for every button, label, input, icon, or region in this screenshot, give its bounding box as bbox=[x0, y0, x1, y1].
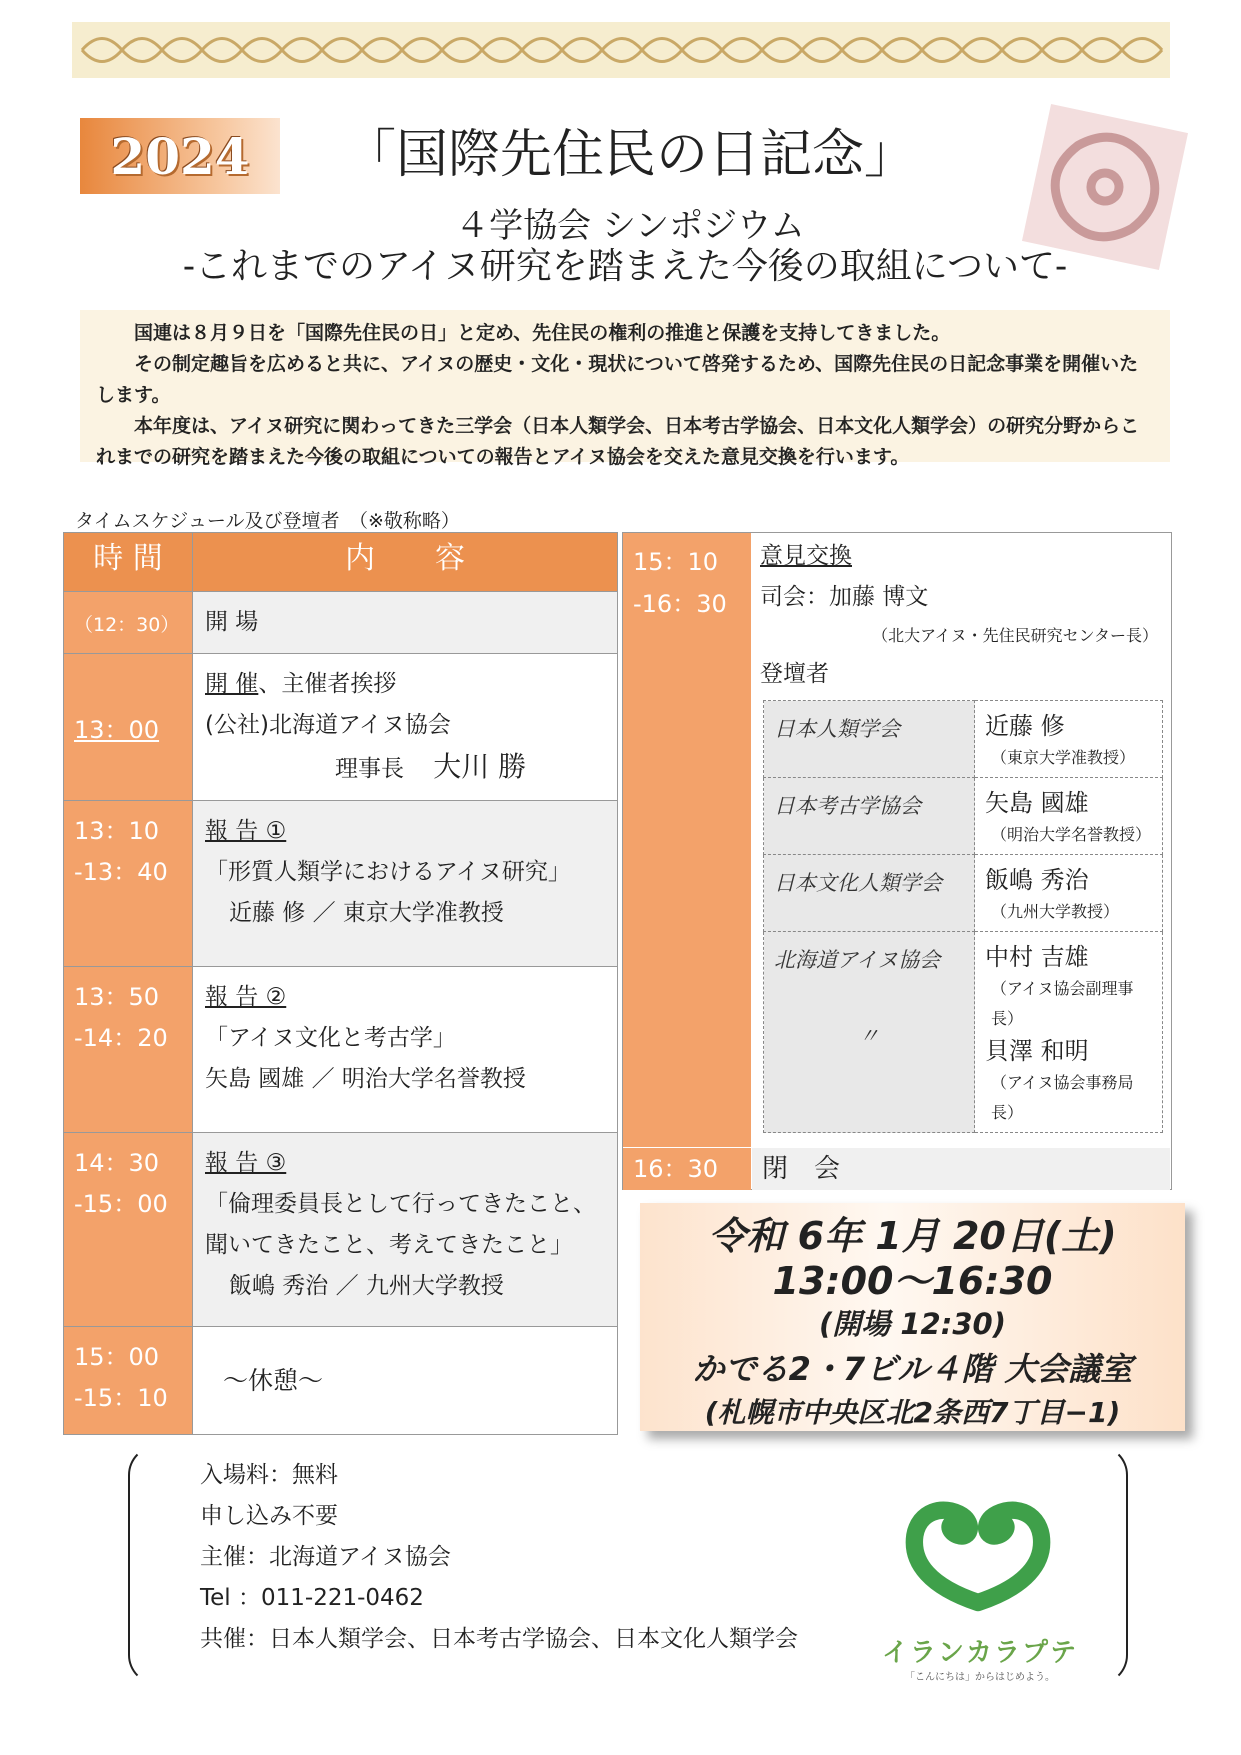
page-title: 「国際先住民の日記念」 bbox=[343, 125, 916, 185]
table-row bbox=[64, 801, 618, 967]
subtitle: ４学協会 シンポジウム bbox=[455, 206, 805, 246]
table-row bbox=[764, 855, 1163, 932]
table-row bbox=[64, 1133, 618, 1327]
panelist-name: 中村 吉雄 bbox=[985, 943, 1089, 971]
panel-table bbox=[763, 700, 1163, 1133]
row-text: 聞いてきたこと、考えてきたこと」 bbox=[205, 1232, 573, 1258]
row-time: （12：30） bbox=[74, 614, 180, 636]
row-time: 13：10 bbox=[74, 817, 160, 845]
intro-paragraph: 本年度は、アイヌ研究に関わってきた三学会（日本人類学会、日本考古学協会、日本文化人類学会）の研究分野からこれまでの研究を踏まえた今後の取組についての報告とアイヌ協会を交えた意見交換を行います。 bbox=[96, 415, 1140, 468]
discussion-time bbox=[623, 533, 751, 1147]
panelist-affiliation: （アイヌ協会副理事長） bbox=[991, 979, 1134, 1028]
discussion-title: 意見交換 bbox=[760, 543, 852, 569]
info-list bbox=[200, 1455, 798, 1660]
society: 北海道アイヌ協会 bbox=[774, 948, 941, 972]
moderator: 司会：加藤 博文 bbox=[760, 584, 929, 610]
table-row bbox=[764, 778, 1163, 855]
row-text: ～休憩～ bbox=[223, 1366, 324, 1395]
info-apply: 申し込み不要 bbox=[200, 1503, 338, 1529]
event-time: 13:00～16:30 bbox=[772, 1259, 1053, 1303]
event-open-time: (開場 12:30) bbox=[819, 1307, 1006, 1341]
row-text: 報 告 ② bbox=[205, 984, 287, 1010]
row-time: 14：30 bbox=[74, 1149, 160, 1177]
society: 日本人類学会 bbox=[764, 701, 975, 778]
society: 日本考古学協会 bbox=[764, 778, 975, 855]
row-time: -15：00 bbox=[74, 1190, 168, 1218]
row-text: 開 催 bbox=[205, 671, 259, 697]
discussion-content bbox=[760, 536, 1170, 695]
row-text: 「倫理委員長として行ってきたこと、 bbox=[205, 1191, 596, 1217]
logo-tagline: 「こんにちは」からはじめよう。 bbox=[905, 1672, 1055, 1683]
row-text: 、主催者挨拶 bbox=[258, 671, 397, 697]
ainu-pattern-icon bbox=[1016, 98, 1194, 276]
intro-paragraph: その制定趣旨を広めると共に、アイヌの歴史・文化・現状について啓発するため、国際先住民の日記念事業を開催いたします。 bbox=[96, 353, 1139, 406]
panelist-affiliation: （九州大学教授） bbox=[991, 902, 1120, 921]
panel-label: 登壇者 bbox=[760, 661, 829, 687]
moderator-affiliation: （北大アイヌ・先住民研究センター長） bbox=[872, 626, 1158, 645]
schedule-label: タイムスケジュール及び登壇者 （※敬称略） bbox=[75, 510, 460, 532]
panelist-affiliation: （東京大学准教授） bbox=[991, 748, 1136, 767]
table-row bbox=[64, 654, 618, 801]
table-row bbox=[764, 701, 1163, 778]
society-ditto: 〃 bbox=[858, 1024, 880, 1048]
intro-box bbox=[80, 310, 1170, 468]
panelist-name: 貝澤 和明 bbox=[985, 1037, 1089, 1065]
header-content: 内 容 bbox=[193, 533, 618, 592]
row-text: 開 場 bbox=[205, 609, 259, 635]
intro-paragraph: 国連は８月９日を「国際先住民の日」と定め、先住民の権利の推進と保護を支持してきました。 bbox=[134, 322, 951, 344]
panelist-name: 飯嶋 秀治 bbox=[985, 866, 1089, 894]
row-text: (公社)北海道アイヌ協会 bbox=[205, 712, 451, 738]
row-text: 近藤 修 ／ 東京大学准教授 bbox=[229, 900, 504, 926]
row-time: -15：10 bbox=[74, 1384, 168, 1412]
row-time: 15：00 bbox=[74, 1343, 160, 1371]
row-time: 13：00 bbox=[74, 715, 160, 744]
society: 日本文化人類学会 bbox=[764, 855, 975, 932]
table-row bbox=[64, 592, 618, 654]
header-time: 時 間 bbox=[64, 533, 193, 592]
table-header-row bbox=[64, 533, 618, 592]
row-time: 15：10 bbox=[633, 548, 719, 576]
table-row bbox=[64, 967, 618, 1133]
subtitle-theme: -これまでのアイヌ研究を踏まえた今後の取組について- bbox=[182, 246, 1068, 287]
row-text: 理事長 bbox=[335, 756, 404, 782]
row-text: 「形質人類学におけるアイヌ研究」 bbox=[205, 859, 571, 885]
table-row bbox=[764, 932, 1163, 1133]
row-time: -13：40 bbox=[74, 858, 168, 886]
panelist-name: 矢島 國雄 bbox=[985, 789, 1089, 817]
row-text: 報 告 ③ bbox=[205, 1150, 287, 1176]
logo-text: イランカラプテ bbox=[881, 1638, 1078, 1668]
year-text: 2024 bbox=[110, 126, 250, 186]
row-text: 矢島 國雄 ／ 明治大学名誉教授 bbox=[205, 1066, 526, 1092]
event-datetime-box bbox=[640, 1203, 1185, 1431]
panelist-affiliation: （アイヌ協会事務局長） bbox=[991, 1073, 1134, 1122]
info-host: 主催：北海道アイヌ協会 bbox=[200, 1544, 451, 1570]
row-time: -14：20 bbox=[74, 1024, 168, 1052]
panelist-name: 近藤 修 bbox=[985, 712, 1065, 740]
event-address: (札幌市中央区北2条西7丁目−1) bbox=[704, 1396, 1121, 1429]
schedule-table bbox=[63, 532, 618, 1435]
event-date: 令和 6年 1月 20日(土) bbox=[708, 1214, 1117, 1258]
row-text: 「アイヌ文化と考古学」 bbox=[205, 1025, 456, 1051]
close-text: 閉 会 bbox=[752, 1148, 1170, 1190]
table-row bbox=[64, 1327, 618, 1435]
info-tel: Tel ：011-221-0462 bbox=[200, 1585, 424, 1611]
ornament-banner bbox=[72, 22, 1170, 78]
info-fee: 入場料：無料 bbox=[200, 1462, 338, 1488]
row-text: 報 告 ① bbox=[205, 818, 287, 844]
event-venue: かでる2・7ビル４階 大会議室 bbox=[692, 1350, 1133, 1388]
row-text: 大川 勝 bbox=[433, 750, 527, 783]
row-time: 13：50 bbox=[74, 983, 160, 1011]
year-badge bbox=[80, 118, 280, 194]
row-text: 飯嶋 秀治 ／ 九州大学教授 bbox=[229, 1273, 504, 1299]
info-cohost: 共催：日本人類学会、日本考古学協会、日本文化人類学会 bbox=[200, 1626, 798, 1652]
row-time: -16：30 bbox=[633, 590, 727, 618]
close-time: 16：30 bbox=[623, 1148, 751, 1190]
panelist-affiliation: （明治大学名誉教授） bbox=[991, 825, 1152, 844]
